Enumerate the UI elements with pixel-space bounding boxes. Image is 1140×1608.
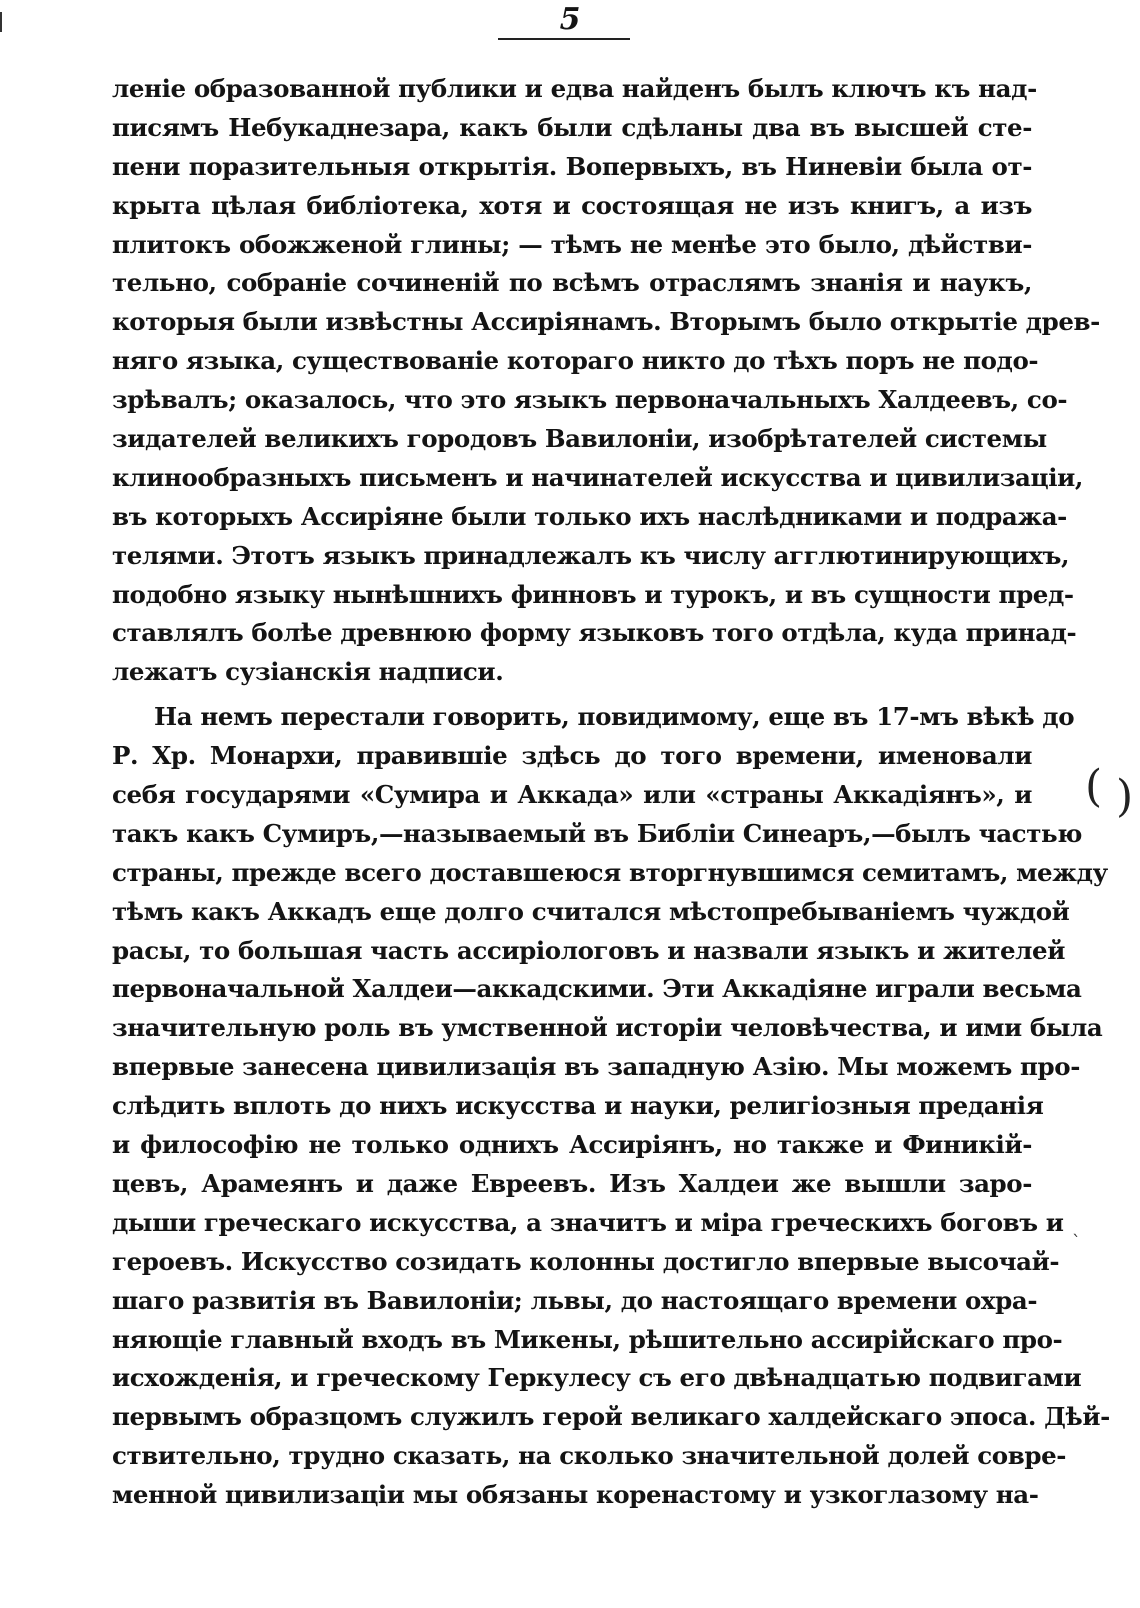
header-rule	[498, 38, 630, 40]
text-line: Р. Хр. Монархи, правившіе здѣсь до того времени, именовали	[112, 741, 1032, 771]
text-line: расы, то большая часть ассиріологовъ и назвали языкъ и жителей	[112, 935, 1065, 965]
text-line: слѣдить вплоть до нихъ искусства и науки, религіозныя преданія	[112, 1091, 1044, 1121]
text-line: впервые занесена цивилизація въ западную Азію. Мы можемъ про-	[112, 1052, 1080, 1082]
margin-pencil-mark: (	[1085, 761, 1103, 812]
text-line: зидателей великихъ городовъ Вавилоніи, изобрѣтателей системы	[112, 424, 1047, 454]
text-line: значительную роль въ умственной исторіи человѣчества, и ими была	[112, 1013, 1103, 1043]
text-line: плитокъ обожженой глины; — тѣмъ не менѣе это было, дѣйстви-	[112, 229, 1032, 259]
page-number: 5	[559, 2, 581, 37]
text-line: крыта цѣлая библіотека, хотя и состоящая не изъ книгъ, а изъ	[112, 190, 1032, 220]
text-line: пени поразительныя открытія. Вопервыхъ, въ Ниневіи была от-	[112, 151, 1032, 181]
paragraph-2	[112, 698, 1110, 1515]
text-line: На немъ перестали говорить, повидимому, еще въ 17-мъ вѣкѣ до	[154, 702, 1075, 732]
text-line: леніе образованной публики и едва найденъ былъ ключъ къ над-	[112, 74, 1037, 103]
text-line: тѣмъ какъ Аккадъ еще долго считался мѣстопребываніемъ чуждой	[112, 896, 1070, 926]
text-line: няго языка, существованіе котораго никто до тѣхъ поръ не подо-	[112, 346, 1039, 376]
text-line: няющіе главный входъ въ Микены, рѣшительно ассирійскаго про-	[112, 1324, 1063, 1354]
text-line: первоначальной Халдеи—аккадскими. Эти Аккадіяне играли весьма	[112, 974, 1082, 1004]
text-line: и философію не только однихъ Ассиріянъ, но также и Финикій-	[112, 1130, 1032, 1160]
text-line: въ которыхъ Ассиріяне были только ихъ наслѣдниками и подража-	[112, 501, 1067, 531]
body-text	[112, 70, 1110, 1515]
paragraph-1	[112, 70, 1100, 692]
text-line: клинообразныхъ письменъ и начинателей искусства и цивилизаціи,	[112, 462, 1084, 492]
margin-pencil-mark: )	[1116, 771, 1134, 822]
text-line: первымъ образцомъ служилъ герой великаго халдейскаго эпоса. Дѣй-	[112, 1402, 1110, 1432]
text-line: менной цивилизаціи мы обязаны коренастому и узкоглазому на-	[112, 1480, 1039, 1510]
text-line: подобно языку нынѣшнихъ финновъ и турокъ, и въ сущности пред-	[112, 579, 1074, 609]
text-line: шаго развитія въ Вавилоніи; львы, до настоящаго времени охра-	[112, 1285, 1038, 1315]
text-line: которыя были извѣстны Ассиріянамъ. Вторымъ было открытіе древ-	[112, 307, 1100, 337]
text-line: писямъ Небукаднезара, какъ были сдѣланы два въ высшей сте-	[112, 112, 1032, 142]
margin-tick-mark: ˋ	[1072, 1232, 1081, 1253]
text-line: ствительно, трудно сказать, на сколько значительной долей совре-	[112, 1441, 1067, 1471]
text-line: себя государями «Сумира и Аккада» или «страны Аккадіянъ», и	[112, 780, 1032, 810]
text-line: ставлялъ болѣе древнюю форму языковъ того отдѣла, куда принад-	[112, 618, 1077, 648]
text-line: тельно, собраніе сочиненій по всѣмъ отраслямъ знанія и наукъ,	[112, 268, 1032, 298]
text-line: дыши греческаго искусства, а значитъ и міра греческихъ боговъ и	[112, 1207, 1064, 1237]
scan-edge-mark	[0, 12, 2, 32]
text-line: зрѣвалъ; оказалось, что это языкъ первоначальныхъ Халдеевъ, со-	[112, 385, 1068, 415]
text-line: исхожденія, и греческому Геркулесу съ его двѣнадцатью подвигами	[112, 1363, 1082, 1393]
text-line: лежатъ сузіанскія надписи.	[112, 657, 504, 687]
text-line: страны, прежде всего доставшеюся вторгнувшимся семитамъ, между	[112, 857, 1108, 887]
text-line: такъ какъ Сумиръ,—называемый въ Библіи Синеаръ,—былъ частью	[112, 818, 1082, 848]
text-line: телями. Этотъ языкъ принадлежалъ къ числу агглютинирующихъ,	[112, 540, 1070, 570]
text-line: цевъ, Арамеянъ и даже Евреевъ. Изъ Халдеи же вышли заро-	[112, 1168, 1032, 1198]
text-line: героевъ. Искусство созидать колонны достигло впервые высочай-	[112, 1246, 1060, 1276]
